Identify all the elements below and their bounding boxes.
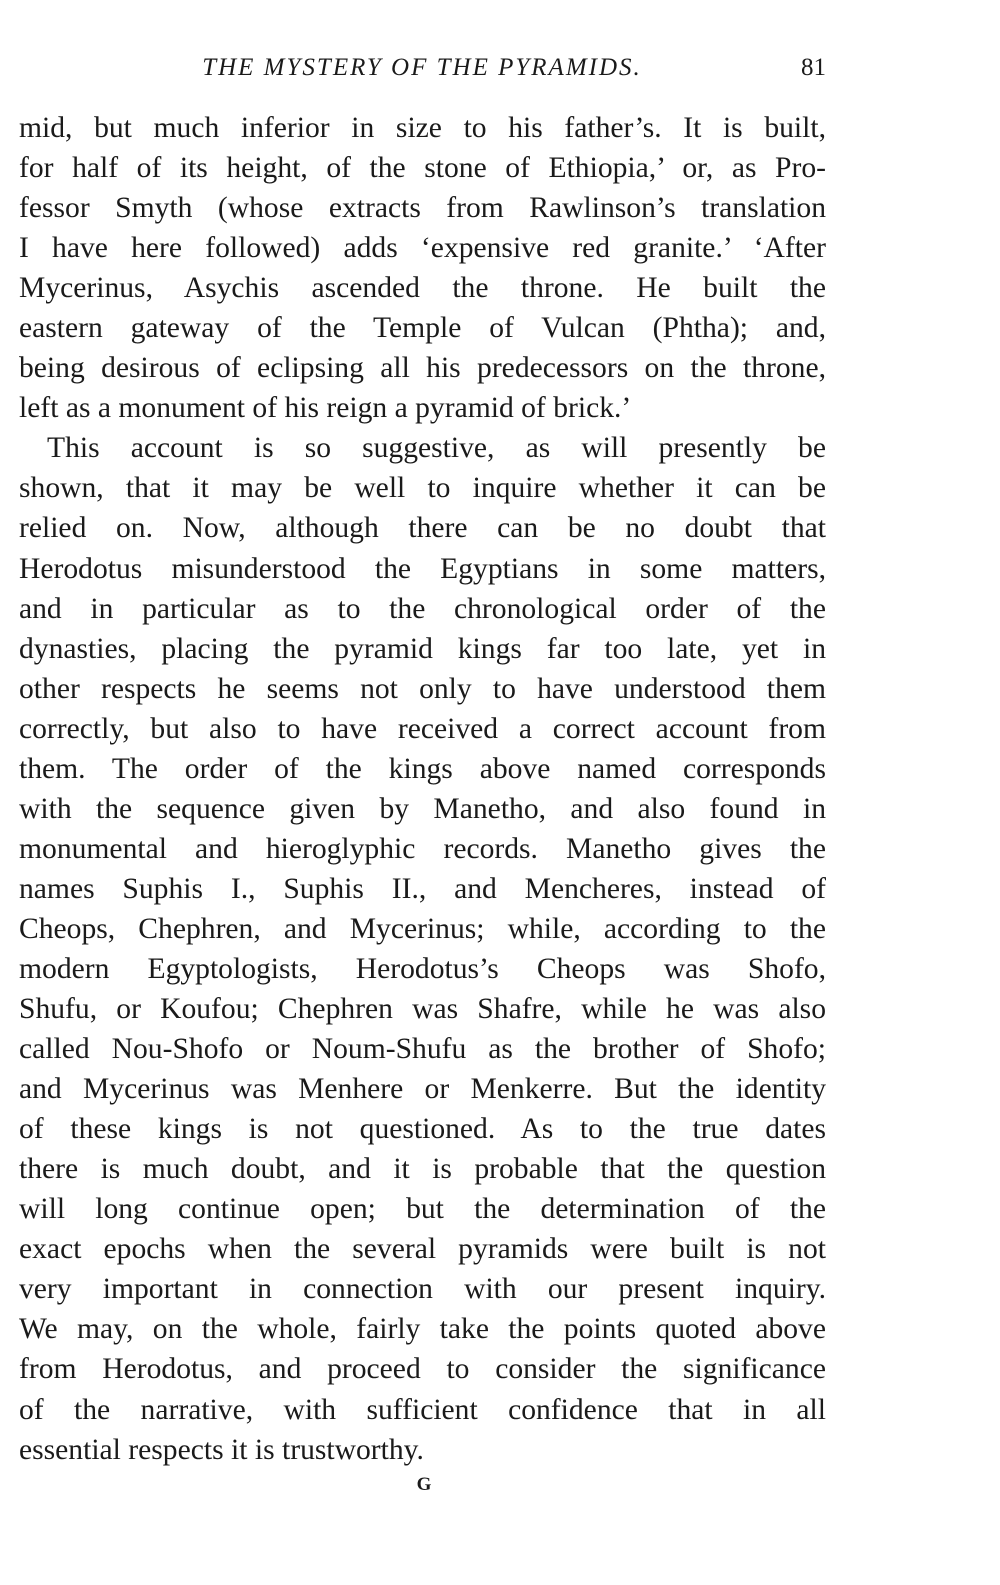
text-line: other respects he seems not only to have understood them: [19, 672, 826, 705]
page-number: 81: [801, 54, 826, 81]
text-line: We may, on the whole, fairly take the points quoted above: [19, 1313, 826, 1346]
text-line: shown, that it may be well to inquire whether it can be: [19, 472, 826, 505]
text-line: being desirous of eclipsing all his predecessors on the throne,: [19, 352, 826, 385]
paragraph: [19, 108, 826, 428]
text-line: Mycerinus, Asychis ascended the throne. He built the: [19, 272, 826, 305]
text-line: called Nou-Shofo or Noum-Shufu as the brother of Shofo;: [19, 1033, 826, 1066]
text-line: them. The order of the kings above named corresponds: [19, 752, 826, 785]
running-head: [18, 48, 826, 88]
text-line: eastern gateway of the Temple of Vulcan (Phtha); and,: [19, 312, 826, 345]
text-line: from Herodotus, and proceed to consider the significance: [19, 1353, 826, 1386]
text-line: very important in connection with our present inquiry.: [19, 1273, 826, 1306]
text-line: with the sequence given by Manetho, and also found in: [19, 792, 826, 825]
text-line: Shufu, or Koufou; Chephren was Shafre, while he was also: [19, 993, 826, 1026]
text-line: fessor Smyth (whose extracts from Rawlinson’s translation: [19, 192, 826, 225]
text-line: there is much doubt, and it is probable that the question: [19, 1153, 826, 1186]
text-line: will long continue open; but the determination of the: [19, 1193, 826, 1226]
text-line: and in particular as to the chronological order of the: [19, 592, 826, 625]
text-line: monumental and hieroglyphic records. Manetho gives the: [19, 832, 826, 865]
text-line: left as a monument of his reign a pyramid of brick.’: [19, 392, 632, 425]
paragraph: [19, 428, 826, 1469]
text-line: I have here followed) adds ‘expensive red granite.’ ‘After: [19, 232, 826, 265]
text-line: relied on. Now, although there can be no doubt that: [19, 512, 826, 545]
text-line: dynasties, placing the pyramid kings far too late, yet in: [19, 632, 826, 665]
text-line: of the narrative, with sufficient confidence that in all: [19, 1393, 826, 1426]
signature-mark: G: [416, 1474, 432, 1495]
text-line: Herodotus misunderstood the Egyptians in some matters,: [19, 552, 826, 585]
text-line: This account is so suggestive, as will presently be: [47, 432, 826, 465]
text-line: Cheops, Chephren, and Mycerinus; while, according to the: [19, 912, 826, 945]
text-line: of these kings is not questioned. As to the true dates: [19, 1113, 826, 1146]
text-line: essential respects it is trustworthy.: [19, 1433, 424, 1466]
text-line: names Suphis I., Suphis II., and Mencheres, instead of: [19, 872, 826, 905]
running-title: THE MYSTERY OF THE PYRAMIDS.: [202, 54, 642, 81]
text-line: for half of its height, of the stone of Ethiopia,’ or, as Pro-: [19, 152, 826, 185]
text-line: modern Egyptologists, Herodotus’s Cheops was Shofo,: [19, 952, 826, 985]
text-line: mid, but much inferior in size to his father’s. It is built,: [19, 112, 826, 144]
body-text: [19, 108, 826, 1470]
text-line: correctly, but also to have received a correct account from: [19, 712, 826, 745]
text-line: exact epochs when the several pyramids were built is not: [19, 1233, 826, 1266]
text-line: and Mycerinus was Menhere or Menkerre. But the identity: [19, 1073, 826, 1106]
